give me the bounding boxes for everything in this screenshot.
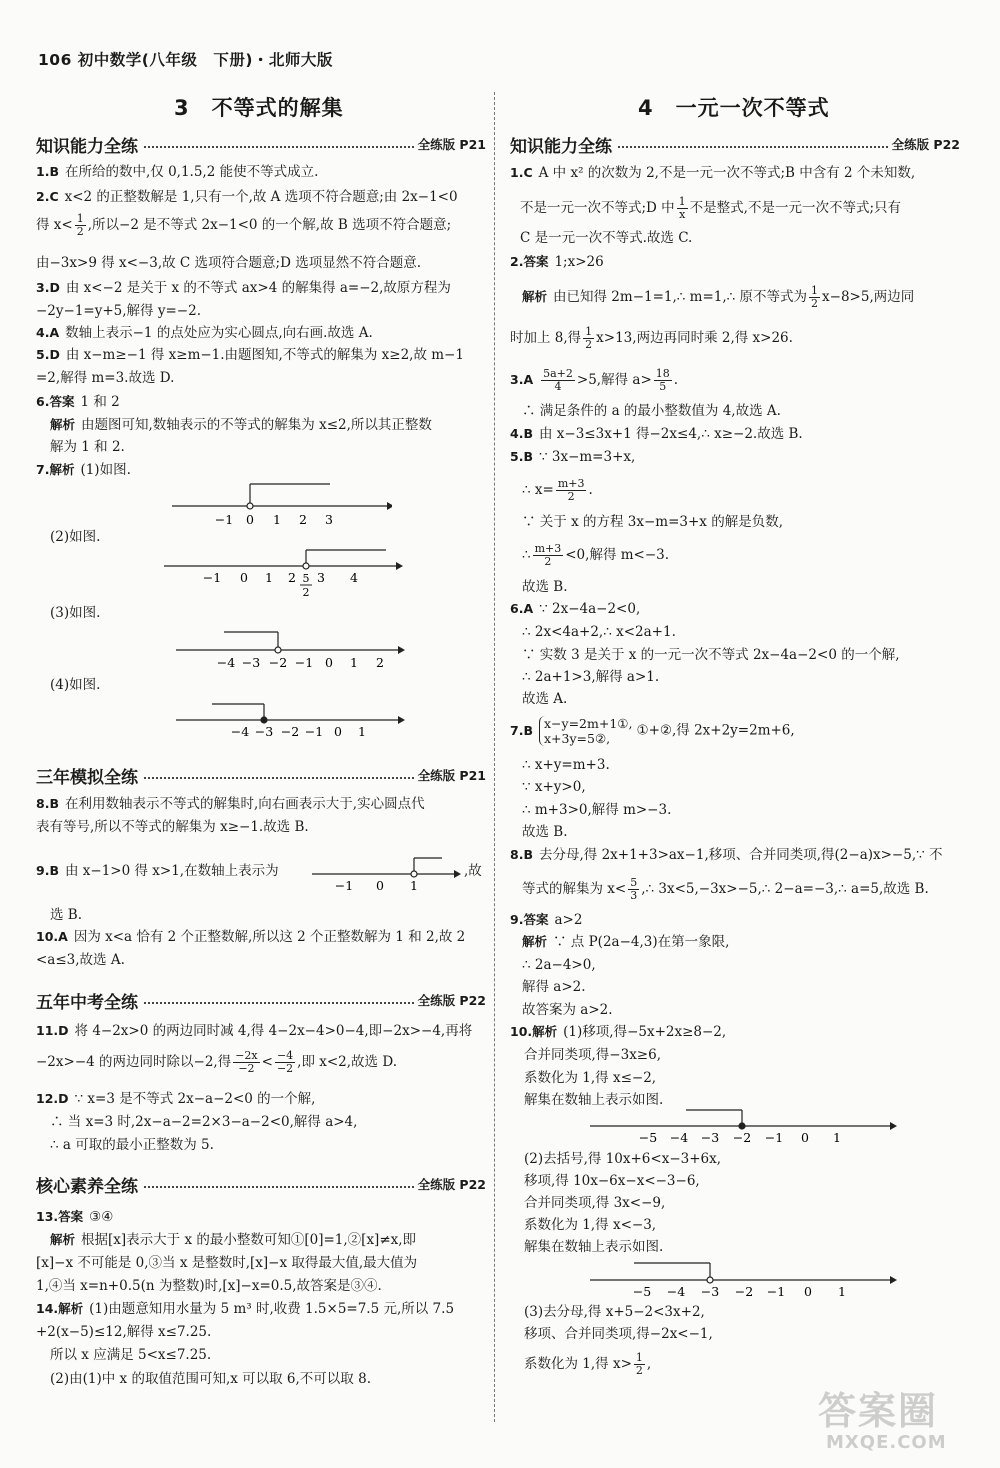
answer-line: 3.D 由 x<−2 是关于 x 的不等式 ax>4 的解集得 a=−2,故原方程为 (36, 280, 451, 296)
watermark-url: MXQE.COM (826, 1432, 947, 1453)
answer-line: 7.解析 (1)如图. (36, 462, 131, 478)
answer-line: (2)如图. (50, 529, 101, 545)
answer-line: 12.D ∵ x=3 是不等式 2x−a−2<0 的一个解, (36, 1091, 316, 1107)
tick-label: −2 (732, 1130, 752, 1145)
answer-line: 2.C x<2 的正整数解是 1,只有一个,故 A 选项不符合题意;由 2x−1<0 (36, 189, 458, 205)
section-ref: 全练版 P21 (414, 135, 486, 153)
section-ref: 全练版 P22 (414, 1175, 486, 1193)
answer-line: 合并同类项,得 3x<−9, (524, 1195, 666, 1211)
tick-label: −1 (294, 655, 314, 670)
answer-line: 等式的解集为 x< $\frac{5}{3}$ ,∴ 3x<5,−3x>−5,∴ 2−a=−3,∴ a=5,故选 B. (522, 876, 929, 902)
tick-label: 0 (334, 724, 342, 739)
tick-label: −4 (216, 655, 236, 670)
equation-system: x−y=2m+1①, x+3y=5②, (539, 716, 632, 746)
tick-label: 1 (410, 878, 418, 893)
lesson-title-4: 4 一元一次不等式 (638, 96, 830, 120)
fraction: $\frac{1}{x}$ (678, 195, 686, 221)
tick-label: −4 (230, 724, 250, 739)
answer-line: 8.B 在利用数轴表示不等式的解集时,向右画表示大于,实心圆点代 (36, 796, 425, 812)
answer-line: 5.D 由 x−m≥−1 得 x≥m−1.由题图知,不等式的解集为 x≥2,故 m−1 (36, 347, 464, 363)
tick-label: −4 (669, 1130, 689, 1145)
answer-line: C 是一元一次不等式.故选 C. (520, 230, 693, 246)
tick-label: −2 (268, 655, 288, 670)
section-name: 知识能力全练 (36, 132, 142, 157)
fraction: $\frac{-4}{-2}$ (276, 1049, 294, 1075)
tick-label: −3 (241, 655, 261, 670)
answer-line: 时加上 8,得 $\frac{1}{2}$ x>13,两边再同时乘 2,得 x>26. (510, 325, 793, 351)
tick-labels (215, 512, 333, 527)
answer-line: 6.A ∵ 2x−4a−2<0, (510, 601, 641, 617)
fraction: $\frac{m+3}{2}$ (534, 542, 562, 568)
tick-label: 0 (804, 1284, 812, 1299)
number-line-5 (312, 852, 462, 894)
tick-label: 3 (325, 512, 333, 527)
tick-label: 4 (350, 570, 358, 585)
watermark-logo: 答案圈 (818, 1389, 939, 1433)
answer-line: 解析 ∵ 点 P(2a−4,3)在第一象限, (522, 934, 730, 950)
tick-label: −3 (700, 1284, 720, 1299)
answer-line: 故选 B. (522, 824, 568, 840)
answer-line: 故选 B. (522, 579, 568, 595)
answer-line: 系数化为 1,得 x<−3, (524, 1217, 657, 1233)
answer-line: 5.B ∵ 3x−m=3+x, (510, 449, 636, 465)
number-line-3 (176, 626, 406, 672)
answer-line: 解析 由已知得 2m−1=1,∴ m=1,∴ 原不等式为 $\frac{1}{2}$ x−8>5,两边同 (522, 284, 915, 310)
answer-line: ∵ 关于 x 的方程 3x−m=3+x 的解是负数, (522, 514, 784, 530)
answer-line: 11.D 将 4−2x>0 的两边同时减 4,得 4−2x−4>0−4,即−2x>−4,再将 (36, 1023, 473, 1039)
page-header: 106 初中数学(八年级 下册)・北师大版 (38, 51, 333, 69)
tick-label: 3 (317, 570, 325, 585)
tick-label: 0 (325, 655, 333, 670)
fraction: $\frac{18}{5}$ (655, 367, 670, 393)
answer-line: ∴ a 可取的最小正整数为 5. (50, 1137, 214, 1153)
tick-label: 0 (246, 512, 254, 527)
answer-line: −2x>−4 的两边同时除以−2,得 $\frac{-2x}{-2}$ < $\frac{-4}{-2}$ ,即 x<2,故选 D. (36, 1049, 397, 1075)
column-divider (494, 92, 495, 1422)
section-ref: 全练版 P22 (414, 991, 486, 1009)
answer-line: ∴ $\frac{m+3}{2}$ <0,解得 m<−3. (522, 542, 670, 568)
answer-line: ∴ x= $\frac{m+3}{2}$ . (522, 477, 593, 503)
answer-line: 系数化为 1,得 x> $\frac{1}{2}$ , (524, 1351, 652, 1377)
tick-label: 0 (801, 1130, 809, 1145)
tick-label: −3 (254, 724, 274, 739)
answer-line: 10.解析 (1)移项,得−5x+2x≥8−2, (510, 1024, 727, 1040)
answer-line: ∴ 2a−4>0, (522, 957, 596, 973)
answer-line: 9.答案 a>2 (510, 912, 583, 928)
tick-label: 1 (265, 570, 273, 585)
answer-line: ∵ 实数 3 是关于 x 的一元一次不等式 2x−4a−2<0 的一个解, (522, 647, 900, 663)
answer-line: (3)如图. (50, 605, 101, 621)
answer-line: (4)如图. (50, 677, 101, 693)
answer-line: 不是一元一次不等式;D 中 $\frac{1}{x}$ 不是整式,不是一元一次不等式;只有 (520, 195, 902, 221)
number-line-2 (164, 540, 404, 602)
fraction: $\frac{m+3}{2}$ (557, 477, 585, 503)
tick-label: −1 (202, 570, 222, 585)
answer-line: ∴ m+3>0,解得 m>−3. (522, 802, 672, 818)
answer-line: 解析 由题图可知,数轴表示的不等式的解集为 x≤2,所以其正整数 (50, 417, 432, 433)
answer-line: 8.B 去分母,得 2x+1+3>ax−1,移项、合并同类项,得(2−a)x>−5,∵ 不 (510, 847, 943, 863)
section-bar (36, 988, 486, 1012)
number-line-7 (590, 1260, 900, 1302)
answer-line: ∴ 2x<4a+2,∴ x<2a+1. (522, 624, 676, 640)
answer-line: (2)由(1)中 x 的取值范围可知,x 可以取 6,不可以取 8. (50, 1371, 371, 1387)
tick-label: −5 (632, 1284, 652, 1299)
section-name: 三年模拟全练 (36, 763, 142, 788)
answer-line: 解析 根据[x]表示大于 x 的最小整数可知①[0]=1,②[x]≠x,即 (50, 1232, 417, 1248)
tick-label: 0 (376, 878, 384, 893)
answer-line-tail: ,故 (464, 863, 482, 879)
answer-line: 故答案为 a>2. (522, 1002, 613, 1018)
lesson-title-3: 3 不等式的解集 (174, 96, 344, 120)
tick-label: −1 (766, 1284, 786, 1299)
answer-line: 系数化为 1,得 x≤−2, (524, 1070, 657, 1086)
section-bar (36, 1172, 486, 1196)
answer-line: 故选 A. (522, 691, 568, 707)
tick-label: −2 (280, 724, 300, 739)
section-name: 核心素养全练 (36, 1172, 142, 1197)
section-name: 五年中考全练 (36, 988, 142, 1013)
section-ref: 全练版 P22 (888, 135, 960, 153)
answer-line: ∴ x+y=m+3. (522, 757, 610, 773)
number-line-6 (590, 1108, 900, 1150)
section-name: 知识能力全练 (510, 132, 616, 157)
fraction: $\frac{1}{2}$ (585, 325, 593, 351)
tick-label: 2 (288, 570, 296, 585)
tick-label: −1 (764, 1130, 784, 1145)
answer-line: 1.B 在所给的数中,仅 0,1.5,2 能使不等式成立. (36, 164, 319, 180)
answer-line: 6.答案 1 和 2 (36, 394, 120, 410)
tick-label: −1 (304, 724, 324, 739)
tick-label: −3 (700, 1130, 720, 1145)
tick-label: 1 (273, 512, 281, 527)
tick-label: −1 (334, 878, 354, 893)
fraction-tick-num: 5 (302, 572, 310, 585)
answer-line: 7.B x−y=2m+1①, x+3y=5②, ①+②,得 2x+2y=2m+6, (510, 716, 795, 746)
answer-line: [x]−x 不可能是 0,③当 x 是整数时,[x]−x 取得最大值,最大值为 (36, 1255, 418, 1271)
answer-line: 解为 1 和 2. (50, 439, 125, 455)
answer-line: 14.解析 (1)由题意知用水量为 5 m³ 时,收费 1.5×5=7.5 元,所以 7.5 (36, 1301, 455, 1317)
tick-label: 1 (350, 655, 358, 670)
answer-line: 解集在数轴上表示如图. (524, 1092, 664, 1108)
tick-label: 0 (240, 570, 248, 585)
answer-line: ∴ 2a+1>3,解得 a>1. (522, 669, 660, 685)
tick-label: −2 (734, 1284, 754, 1299)
answer-line: 移项,得 10x−6x−x<−3−6, (524, 1173, 700, 1189)
section-bar (510, 132, 960, 156)
tick-label: −1 (214, 512, 234, 527)
answer-line: 2.答案 1;x>26 (510, 254, 604, 270)
answer-line: (2)去括号,得 10x+6<x−3+6x, (524, 1151, 722, 1167)
answer-line: 13.答案 ③④ (36, 1209, 114, 1225)
tick-label: 1 (358, 724, 366, 739)
fraction: $\frac{5}{3}$ (630, 876, 638, 902)
answer-line: 4.B 由 x−3≤3x+1 得−2x≤4,∴ x≥−2.故选 B. (510, 426, 803, 442)
answer-line: ∴ 当 x=3 时,2x−a−2=2×3−a−2<0,解得 a>4, (50, 1114, 358, 1130)
tick-label: 2 (299, 512, 307, 527)
answer-line: 10.A 因为 x<a 恰有 2 个正整数解,所以这 2 个正整数解为 1 和 2,故 2 (36, 929, 466, 945)
answer-line: 合并同类项,得−3x≥6, (524, 1047, 661, 1063)
answer-line: 所以 x 应满足 5<x≤7.25. (50, 1347, 212, 1363)
answer-line: 3.A $\frac{5a+2}{4}$ >5,解得 a> $\frac{18}{5}$ . (510, 367, 679, 393)
fraction: $\frac{5a+2}{4}$ (543, 367, 573, 393)
tick-label: −4 (666, 1284, 686, 1299)
fraction: $\frac{-2x}{-2}$ (235, 1049, 258, 1075)
tick-label: 1 (833, 1130, 841, 1145)
answer-line: 选 B. (50, 907, 83, 923)
number-line-1 (172, 476, 392, 528)
answer-line: 由−3x>9 得 x<−3,故 C 选项符合题意;D 选项显然不符合题意. (36, 255, 421, 271)
fraction-tick-den: 2 (302, 586, 310, 599)
answer-line: =2,解得 m=3.故选 D. (36, 370, 175, 386)
answer-line: −2y−1=y+5,解得 y=−2. (36, 303, 201, 319)
answer-line: ∵ x+y>0, (522, 779, 586, 795)
answer-line: 9.B 由 x−1>0 得 x>1,在数轴上表示为 (36, 863, 279, 879)
fraction: $\frac{1}{2}$ (635, 1351, 643, 1377)
answer-line: <a≤3,故选 A. (36, 952, 125, 968)
answer-line: 1,④当 x=n+0.5(n 为整数)时,[x]−x=0.5,故答案是③④. (36, 1278, 382, 1294)
section-bar (36, 763, 486, 787)
section-ref: 全练版 P21 (414, 766, 486, 784)
answer-line: 表有等号,所以不等式的解集为 x≥−1.故选 B. (36, 819, 309, 835)
answer-line: 解得 a>2. (522, 979, 586, 995)
answer-line: 1.C A 中 x² 的次数为 2,不是一元一次不等式;B 中含有 2 个未知数, (510, 165, 916, 181)
answer-line: +2(x−5)≤12,解得 x≤7.25. (36, 1324, 212, 1340)
answer-line: ∴ 满足条件的 a 的最小整数值为 4,故选 A. (522, 403, 781, 419)
answer-line: 解集在数轴上表示如图. (524, 1239, 664, 1255)
answer-line: (3)去分母,得 x+5−2<3x+2, (524, 1304, 705, 1320)
tick-label: −5 (638, 1130, 658, 1145)
tick-label: 2 (376, 655, 384, 670)
answer-line: 移项、合并同类项,得−2x<−1, (524, 1326, 713, 1342)
section-bar (36, 132, 486, 156)
fraction: $\frac{1}{2}$ (76, 212, 84, 238)
number-line-4 (176, 698, 406, 744)
tick-label: 1 (838, 1284, 846, 1299)
answer-line: 得 x< $\frac{1}{2}$ ,所以−2 是不等式 2x−1<0 的一个解,故 B 选项不符合题意; (36, 212, 452, 238)
fraction: $\frac{1}{2}$ (811, 284, 819, 310)
answer-line: 4.A 数轴上表示−1 的点处应为实心圆点,向右画.故选 A. (36, 325, 373, 341)
